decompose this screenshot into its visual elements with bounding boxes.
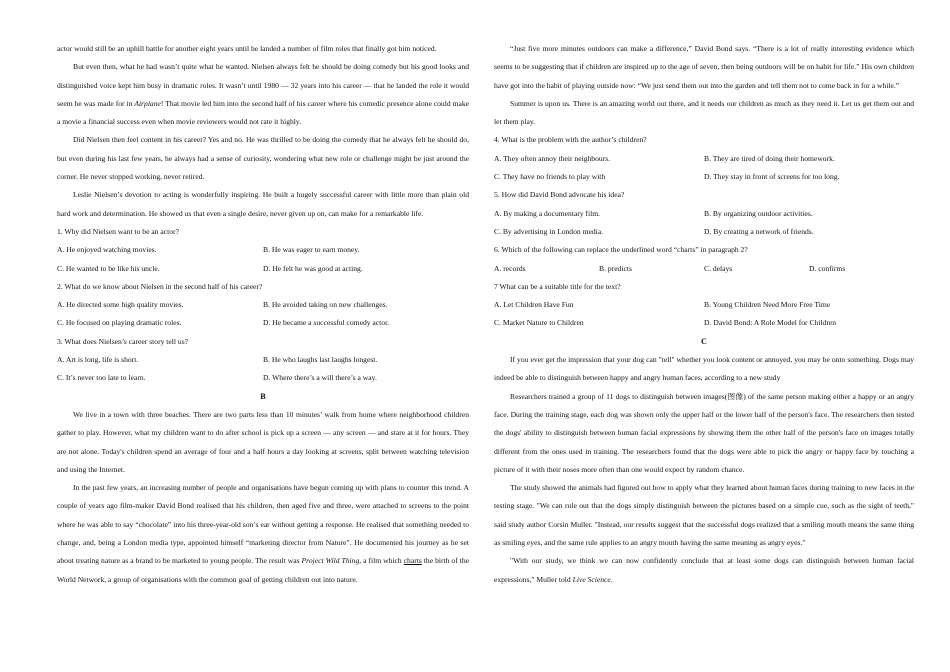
option: C. It’s never too late to learn.: [57, 373, 146, 383]
question-1: 1. Why did Nielsen want to be an actor?: [57, 226, 179, 236]
underlined-word: charts: [403, 556, 422, 566]
left-column: [57, 40, 469, 589]
option: D. He became a successful comedy actor.: [263, 318, 390, 328]
option: B. By organizing outdoor activities.: [704, 208, 813, 218]
option: C. They have no friends to play with: [494, 172, 606, 182]
question-6-options: [494, 260, 914, 278]
option: A. Let Children Have Fun: [494, 300, 574, 310]
question-6: 6. Which of the following can replace the underlined word “charts” in paragraph 2?: [494, 245, 748, 255]
paragraph: actor would still be an uphill battle for another eight years until he landed a number of film roles that finally got him noticed.: [57, 44, 437, 53]
option: A. Art is long, life is short.: [57, 355, 139, 365]
option: B. predicts: [599, 263, 632, 273]
paragraph: If you ever get the impression that your dog can "tell" whether you look content or annoyed, you may be onto something. Dogs may indeed be able to distinguish between happy and angry human faces, according to a new study: [494, 355, 914, 383]
option: A. By making a documentary film.: [494, 208, 601, 218]
question-7-options: [494, 296, 914, 333]
question-5: 5. How did David Bond advocate his idea?: [494, 190, 625, 200]
option: C. He wanted to be like his uncle.: [57, 263, 160, 273]
question-3: 3. What does Nielsen’s career story tell us?: [57, 336, 189, 346]
option: B. He avoided taking on new challenges.: [263, 300, 388, 310]
paragraph: “Just five more minutes outdoors can make a difference,” David Bond says. “There is a lot of really interesting evidence which seems to be suggesting that if children are inspired up to the age of seven, then being outdoors will be on habit for life.” His own children have got into the habit of playing outside now: “We just send them out into the garden and tell them not to come back in for a while.”: [494, 44, 914, 90]
paragraph: Leslie Nielsen’s devotion to acting is wonderfully inspiring. He built a hugely successful career with little more than plain old hard work and determination. He showed us that even a single desire, never given up on, can make for a remarkable life.: [57, 190, 469, 218]
paragraph: But even then, what he had wasn’t quite what he wanted. Nielsen always felt he should be doing comedy but his good looks and distinguished voice kept him busy in dramatic roles. It wasn’t until 1980 — 32 years into his career — that he landed the role it would seem he was made for in Airplane! That movie led him into the second half of his career where his comedic presence alone could make a movie a financial success even when movie reviewers would not rate it highly.: [57, 62, 469, 127]
option: A. He directed some high quality movies.: [57, 300, 184, 310]
option: C. He focused on playing dramatic roles.: [57, 318, 182, 328]
paragraph: "With our study, we think we can now confidently conclude that at least some dogs can distinguish between human facial expressions," Muller told Live Science.: [494, 556, 914, 584]
paragraph: We live in a town with three beaches. There are two parts less than 10 minutes’ walk from home where neighborhood children gather to play. However, what my children want to do after school is pick up a screen — any screen — and stare at it for hours. They are not alone. Today's children spend an average of four and a half hours a day looking at screens, split between watching television and using the Internet.: [57, 409, 469, 474]
paragraph: In the past few years, an increasing number of people and organisations have begun coming up with plans to counter this trend. A couple of years ago film-maker David Bond realised that his children, then aged five and three, were attached to screens to the point where he was able to say “chocolate” into his three-year-old son’s ear without getting a response. He realised that something needed to change, and, being a London media type, appointed himself “marketing director from Nature”. He documented his journey as he set about treating nature as a brand to be marketed to young people. The result was Project Wild Thing, a film which charts the birth of the World Network, a group of organisations with the common goal of getting children out into nature.: [57, 483, 469, 584]
paragraph: Researchers trained a group of 11 dogs to distinguish between images(图像) of the same person making either a happy or an angry face. During the training stage, each dog was shown only the upper half or the lower half of the person's face. The researchers then tested the dogs' ability to distinguish between human facial expressions by showing them the other half of the person's face on images totally different from the ones used in training. The researchers found that the dogs were able to pick the angry or happy face by touching a picture of it with their noses more often than one would expect by random chance.: [494, 391, 914, 474]
paragraph: The study showed the animals had figured out how to apply what they learned about human faces during training to new faces in the testing stage. "We can rule out that the dogs simply distinguish between the pictures based on a simple cue, such as the sight of teeth," said study author Corsin Muller. "Instead, our results suggest that the successful dogs realized that a smiling mouth means the same thing as smiling eyes, and the same rule applies to an angry mouth having the same meaning as angry eyes.": [494, 483, 914, 548]
option: B. He who laughs last laughs longest.: [263, 355, 378, 365]
option: D. They stay in front of screens for too long.: [704, 172, 840, 182]
section-heading-b: B: [260, 391, 266, 401]
question-2-options: [57, 296, 469, 333]
option: A. They often annoy their neighbours.: [494, 153, 611, 163]
paragraph: Did Nielsen then feel content in his career? Yes and no. He was thrilled to be doing the comedy that he always felt he should do, but even during his last few years, he always had a sense of curiosity, wondering what new role or challenge might be just around the corner. He never stopped working, never retired.: [57, 135, 469, 182]
question-7: 7 What can be a suitable title for the text?: [494, 281, 621, 291]
question-2: 2. What do we know about Nielsen in the second half of his career?: [57, 281, 263, 291]
option: D. confirms: [809, 263, 846, 273]
option: A. He enjoyed watching movies.: [57, 245, 157, 255]
option: C. delays: [704, 263, 733, 273]
question-5-options: [494, 205, 914, 242]
section-heading-c: C: [701, 336, 707, 346]
option: D. David Bond: A Role Model for Children: [704, 318, 837, 328]
option: B. Young Children Need More Free Time: [704, 300, 831, 310]
option: D. By creating a network of friends.: [704, 226, 814, 236]
option: C. Market Nature to Children: [494, 318, 584, 328]
paragraph: Summer is upon us. There is an amazing world out there, and it needs our children as much as they need it. Let us get them out and let them play.: [494, 98, 914, 127]
question-1-options: [57, 241, 469, 278]
option: A. records: [494, 263, 526, 273]
question-4-options: [494, 150, 914, 187]
option: B. He was eager to earn money.: [263, 245, 360, 255]
question-3-options: [57, 351, 469, 388]
option: C. By advertising in London media.: [494, 226, 604, 236]
option: D. Where there’s a will there’s a way.: [263, 373, 377, 383]
question-4: 4. What is the problem with the author’s children?: [494, 135, 647, 145]
option: B. They are tired of doing their homework.: [704, 153, 835, 163]
right-column: [494, 40, 914, 589]
option: D. He felt he was good at acting.: [263, 263, 363, 273]
